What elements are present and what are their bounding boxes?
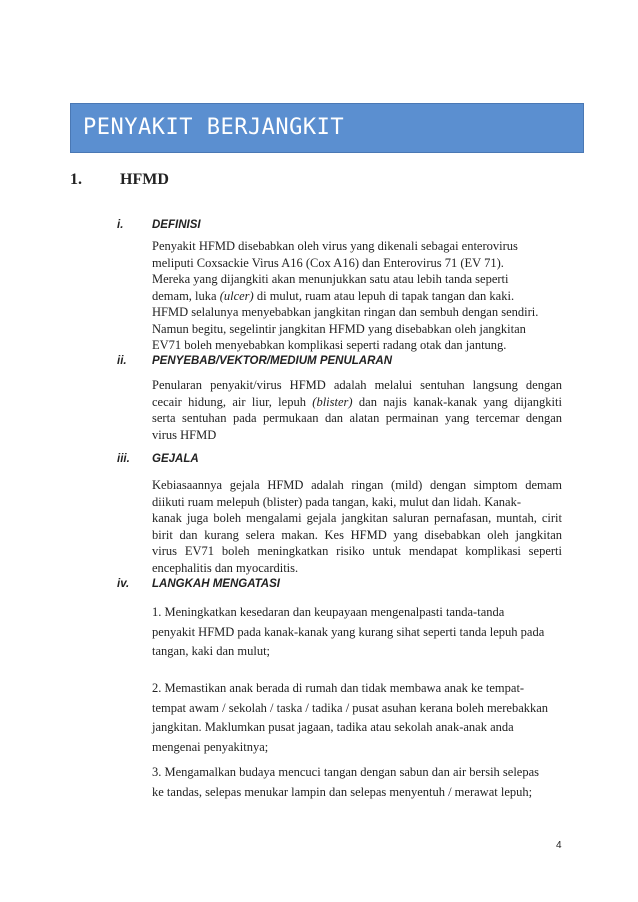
banner-title: PENYAKIT BERJANGKIT <box>83 115 345 140</box>
subsection-title: PENYEBAB/VEKTOR/MEDIUM PENULARAN <box>152 355 393 367</box>
symptoms-paragraph <box>152 477 562 576</box>
paragraph-line: 3. Mengamalkan budaya mencuci tangan dengan sabun dan air bersih selepas <box>152 765 540 779</box>
paragraph-line: Penularan penyakit/virus HFMD adalah melalui sentuhan langsung dengan <box>152 378 562 392</box>
paragraph-line: tempat awam / sekolah / taska / tadika / pusat asuhan kerana boleh merebakkan <box>152 700 549 715</box>
paragraph-line: kanak juga boleh mengalami gejala jangkitan saluran pernafasan, muntah, cirit <box>152 511 562 525</box>
section-title: HFMD <box>120 171 169 188</box>
paragraph-line: mengenai penyakitnya; <box>152 739 269 754</box>
paragraph-line: Kebiasaannya gejala HFMD adalah ringan (mild) dengan simptom demam <box>152 478 562 492</box>
paragraph-line: serta sentuhan pada permukaan dan alatan permainan yang tercemar dengan <box>152 411 562 425</box>
paragraph-line: diikuti ruam melepuh (blister) pada tangan, kaki, mulut dan lidah. Kanak- <box>152 494 521 509</box>
paragraph-line: Penyakit HFMD disebabkan oleh virus yang dikenali sebagai enterovirus <box>152 239 518 253</box>
transmission-paragraph <box>152 377 562 443</box>
subsection-title: DEFINISI <box>152 219 201 231</box>
paragraph-line: 1. Meningkatkan kesedaran dan keupayaan mengenalpasti tanda-tanda <box>152 605 505 619</box>
italic-term: (blister) <box>312 394 353 409</box>
subsection-number: iii. <box>117 453 130 465</box>
text-run: cecair hidung, air liur, lepuh <box>152 394 313 409</box>
paragraph-line: jangkitan. Maklumkan pusat jagaan, tadika atau sekolah anak-anak anda <box>152 720 514 734</box>
step-1-paragraph <box>152 603 562 662</box>
italic-term: (ulcer) <box>219 288 254 303</box>
subsection-title: LANGKAH MENGATASI <box>152 578 280 590</box>
text-run: demam, luka <box>152 288 220 303</box>
paragraph-line: Namun begitu, segelintir jangkitan HFMD yang disebabkan oleh jangkitan <box>152 321 526 336</box>
paragraph-line: meliputi Coxsackie Virus A16 (Cox A16) dan Enterovirus 71 (EV 71). <box>152 255 504 270</box>
paragraph-line: 2. Memastikan anak berada di rumah dan tidak membawa anak ke tempat- <box>152 681 525 695</box>
section-number: 1. <box>70 171 82 188</box>
paragraph-line: birit dan kurang selera makan. Kes HFMD yang disebabkan oleh jangkitan <box>152 527 562 542</box>
paragraph-line: virus HFMD <box>152 427 217 442</box>
paragraph-line: Mereka yang dijangkiti akan menunjukkan satu atau lebih tanda seperti <box>152 272 509 286</box>
paragraph-line <box>152 394 562 411</box>
paragraph-line: penyakit HFMD pada kanak-kanak yang kurang sihat seperti tanda lepuh pada <box>152 624 545 639</box>
paragraph-line: ke tandas, selepas menukar lampin dan selepas menyentuh / merawat lepuh; <box>152 784 533 799</box>
paragraph-line: EV71 boleh menyebabkan komplikasi seperti radang otak dan jantung. <box>152 338 507 352</box>
paragraph-line: tangan, kaki dan mulut; <box>152 644 271 658</box>
subsection-title: GEJALA <box>152 453 199 465</box>
section-banner <box>70 103 584 153</box>
paragraph-line <box>152 288 562 305</box>
subsection-number: iv. <box>117 578 130 590</box>
step-3-paragraph <box>152 763 562 802</box>
subsection-number: i. <box>117 219 124 231</box>
paragraph-line: virus EV71 boleh meningkatkan risiko untuk mendapat komplikasi seperti <box>152 544 562 558</box>
definition-paragraph <box>152 238 562 354</box>
paragraph-line: HFMD selalunya menyebabkan jangkitan ringan dan sembuh dengan sendiri. <box>152 305 539 319</box>
paragraph-line: encephalitis dan myocarditis. <box>152 560 299 575</box>
page-number: 4 <box>556 840 562 851</box>
step-2-paragraph <box>152 679 562 757</box>
text-run: dan najis kanak-kanak yang dijangkiti <box>352 394 562 409</box>
subsection-number: ii. <box>117 355 127 367</box>
text-run: di mulut, ruam atau lepuh di tapak tangan dan kaki. <box>253 288 515 303</box>
